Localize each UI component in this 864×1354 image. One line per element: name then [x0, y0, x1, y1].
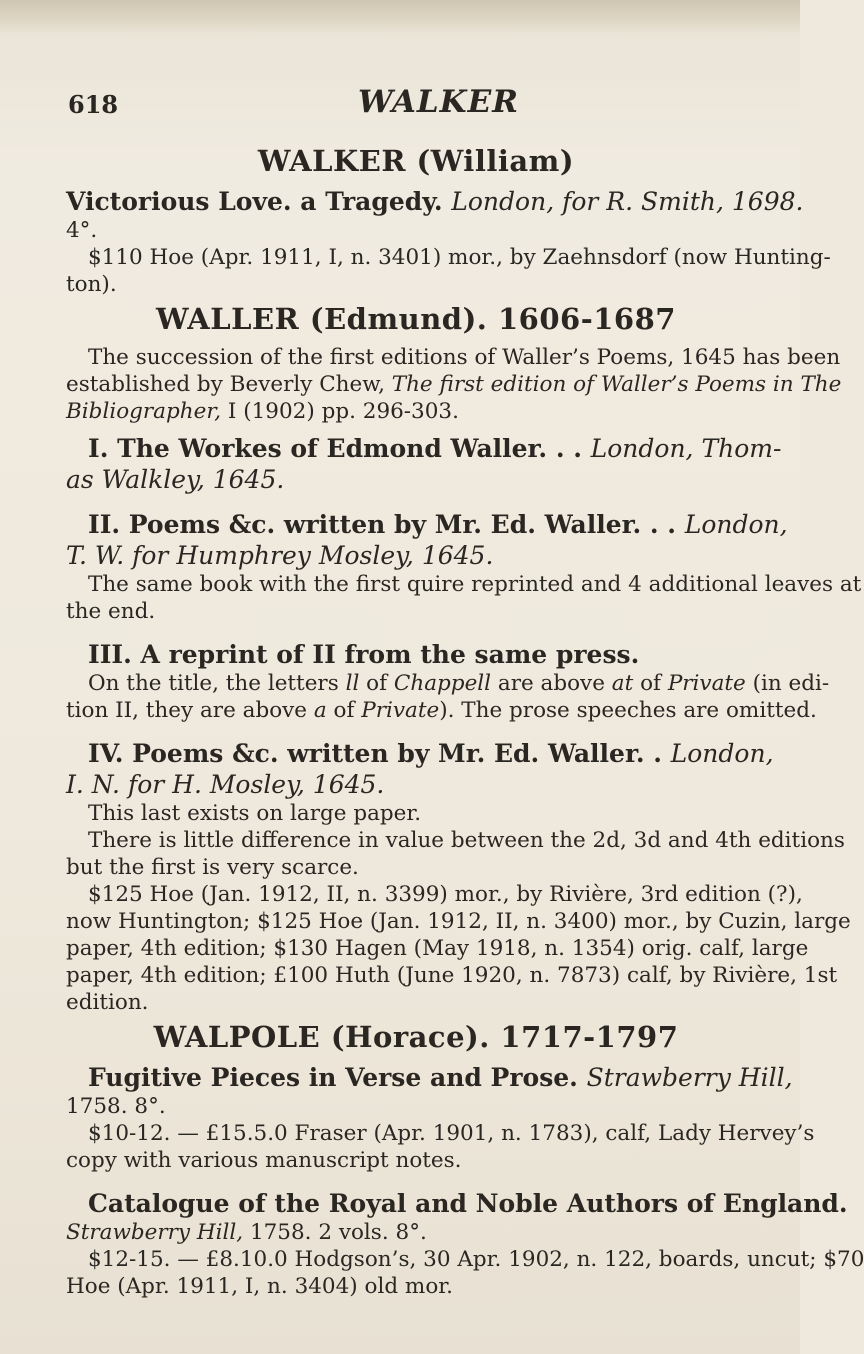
- author-heading-walker: WALKER (William): [257, 144, 575, 178]
- entry-note-continued: copy with various manuscript notes.: [66, 1148, 462, 1173]
- entry-note-continued: edition.: [66, 990, 149, 1015]
- entry-note-continued: Hoe (Apr. 1911, I, n. 3404) old mor.: [66, 1274, 454, 1299]
- entry-note: The same book with the first quire reprinted and 4 additional leaves at: [88, 572, 862, 597]
- entry-note-continued: paper, 4th edition; £100 Huth (June 1920, n. 7873) calf, by Rivière, 1st: [66, 963, 838, 988]
- entry-title-poems-ii-imprint: T. W. for Humphrey Mosley, 1645.: [66, 541, 494, 570]
- entry-note-continued: but the first is very scarce.: [66, 855, 359, 880]
- entry-note: There is little difference in value between the 2d, 3d and 4th editions: [88, 828, 845, 853]
- entry-format: 4°.: [66, 218, 98, 243]
- author-heading-walpole: WALPOLE (Horace). 1717-1797: [153, 1020, 679, 1054]
- entry-title-workes: I. The Workes of Edmond Waller. . . London, Thom-: [88, 434, 782, 463]
- entry-title-fugitive-pieces: Fugitive Pieces in Verse and Prose. Strawberry Hill,: [88, 1063, 793, 1092]
- entry-format: 1758. 8°.: [66, 1094, 166, 1119]
- entry-title-poems-iv: IV. Poems &c. written by Mr. Ed. Waller. . London,: [88, 739, 774, 768]
- entry-title-workes-imprint: as Walkley, 1645.: [66, 465, 285, 494]
- entry-title-reprint-iii: III. A reprint of II from the same press.: [88, 640, 640, 669]
- entry-note: $110 Hoe (Apr. 1911, I, n. 3401) mor., by Zaehnsdorf (now Hunting-: [88, 245, 831, 270]
- entry-note: $125 Hoe (Jan. 1912, II, n. 3399) mor., by Rivière, 3rd edition (?),: [88, 882, 803, 907]
- entry-note-continued: the end.: [66, 599, 156, 624]
- running-head: WALKER: [358, 84, 520, 120]
- entry-imprint: Strawberry Hill, 1758. 2 vols. 8°.: [66, 1220, 427, 1245]
- intro-line: Bibliographer, I (1902) pp. 296-303.: [66, 399, 459, 424]
- intro-line: The succession of the first editions of Waller’s Poems, 1645 has been: [88, 345, 841, 370]
- entry-title-poems-ii: II. Poems &c. written by Mr. Ed. Waller. . . London,: [88, 510, 788, 539]
- page-top-edge: [0, 0, 800, 34]
- entry-note: $12-15. — £8.10.0 Hodgson’s, 30 Apr. 1902, n. 122, boards, uncut; $70: [88, 1247, 864, 1272]
- entry-note-continued: paper, 4th edition; $130 Hagen (May 1918, n. 1354) orig. calf, large: [66, 936, 809, 961]
- page-body: [66, 140, 864, 1300]
- entry-title-catalogue: Catalogue of the Royal and Noble Authors of England.: [88, 1189, 848, 1218]
- entry-note: $10-12. — £15.5.0 Fraser (Apr. 1901, n. 1783), calf, Lady Hervey’s: [88, 1121, 815, 1146]
- page-number: 618: [68, 90, 119, 119]
- entry-title-poems-iv-imprint: I. N. for H. Mosley, 1645.: [66, 770, 385, 799]
- entry-note-continued: tion II, they are above a of Private). The prose speeches are omitted.: [66, 698, 817, 723]
- entry-note: On the title, the letters ll of Chappell are above at of Private (in edi-: [88, 671, 830, 696]
- entry-title-victorious-love: Victorious Love. a Tragedy. London, for R. Smith, 1698.: [66, 187, 804, 216]
- intro-line: established by Beverly Chew, The first edition of Waller’s Poems in The: [66, 372, 842, 397]
- entry-note: This last exists on large paper.: [88, 801, 422, 826]
- author-heading-waller: WALLER (Edmund). 1606-1687: [156, 302, 676, 336]
- page-header: [60, 84, 760, 128]
- entry-note-continued: ton).: [66, 272, 117, 297]
- entry-note-continued: now Huntington; $125 Hoe (Jan. 1912, II, n. 3400) mor., by Cuzin, large: [66, 909, 851, 934]
